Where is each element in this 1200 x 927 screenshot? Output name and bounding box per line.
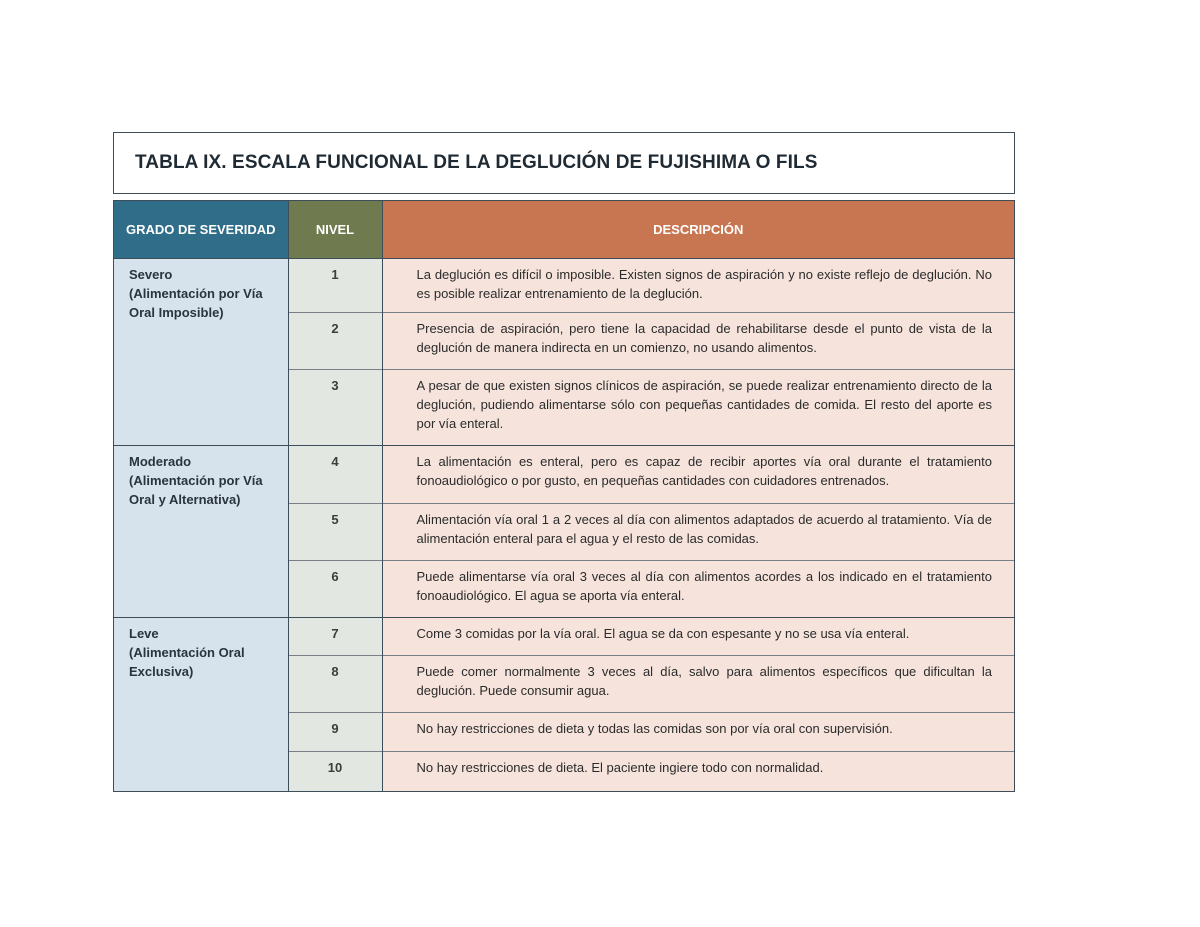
nivel-cell: 2 — [288, 313, 382, 370]
grado-detail: (Alimentación por Vía Oral y Alternativa) — [129, 473, 263, 507]
nivel-cell: 8 — [288, 656, 382, 713]
nivel-cell: 3 — [288, 370, 382, 446]
descripcion-cell: Come 3 comidas por la vía oral. El agua se da con espesante y no se usa vía enteral. — [382, 618, 1014, 656]
scale-table — [114, 201, 1014, 791]
nivel-cell: 6 — [288, 561, 382, 618]
grado-cell-leve — [114, 618, 288, 791]
descripcion-cell: A pesar de que existen signos clínicos de aspiración, se puede realizar entrenamiento directo de la deglución, pudiendo alimentarse sólo con pequeñas cantidades de comida. El resto del aporte es por vía enteral. — [382, 370, 1014, 446]
grado-name: Moderado — [129, 454, 192, 469]
grado-name: Severo — [129, 267, 173, 282]
descripcion-cell: La alimentación es enteral, pero es capaz de recibir aportes vía oral durante el tratamiento fonoaudiológico o por gusto, en pequeñas cantidades con cuidadores entrenados. — [382, 446, 1014, 504]
descripcion-cell: Presencia de aspiración, pero tiene la capacidad de rehabilitarse desde el punto de vista de la deglución de manera indirecta en un comienzo, no usando alimentos. — [382, 313, 1014, 370]
descripcion-cell: Alimentación vía oral 1 a 2 veces al día con alimentos adaptados de acuerdo al tratamiento. Vía de alimentación enteral para el agua y el resto de las comidas. — [382, 504, 1014, 561]
table-title-box — [113, 132, 1015, 194]
nivel-cell: 10 — [288, 752, 382, 791]
nivel-cell: 5 — [288, 504, 382, 561]
nivel-cell: 4 — [288, 446, 382, 504]
descripcion-cell: No hay restricciones de dieta y todas las comidas son por vía oral con supervisión. — [382, 713, 1014, 752]
table-row — [114, 259, 1014, 313]
descripcion-cell: Puede alimentarse vía oral 3 veces al día con alimentos acordes a los indicado en el tratamiento fonoaudiológico. El agua se aporta vía enteral. — [382, 561, 1014, 618]
header-descripcion: DESCRIPCIÓN — [382, 201, 1014, 259]
grado-detail: (Alimentación por Vía Oral Imposible) — [129, 286, 263, 320]
grado-detail: (Alimentación Oral Exclusiva) — [129, 645, 245, 679]
table-row — [114, 446, 1014, 504]
descripcion-cell: La deglución es difícil o imposible. Existen signos de aspiración y no existe reflejo de deglución. No es posible realizar entrenamiento de la deglución. — [382, 259, 1014, 313]
table-row — [114, 618, 1014, 656]
nivel-cell: 7 — [288, 618, 382, 656]
nivel-cell: 9 — [288, 713, 382, 752]
descripcion-cell: No hay restricciones de dieta. El paciente ingiere todo con normalidad. — [382, 752, 1014, 791]
grado-cell-severo — [114, 259, 288, 446]
descripcion-cell: Puede comer normalmente 3 veces al día, salvo para alimentos específicos que dificultan la deglución. Puede consumir agua. — [382, 656, 1014, 713]
table-title: TABLA IX. ESCALA FUNCIONAL DE LA DEGLUCIÓN DE FUJISHIMA O FILS — [135, 152, 818, 173]
grado-name: Leve — [129, 626, 159, 641]
header-grado: GRADO DE SEVERIDAD — [114, 201, 288, 259]
table-grid — [113, 200, 1015, 792]
fils-table — [113, 132, 1015, 792]
grado-cell-moderado — [114, 446, 288, 618]
nivel-cell: 1 — [288, 259, 382, 313]
header-nivel: NIVEL — [288, 201, 382, 259]
header-row — [114, 201, 1014, 259]
